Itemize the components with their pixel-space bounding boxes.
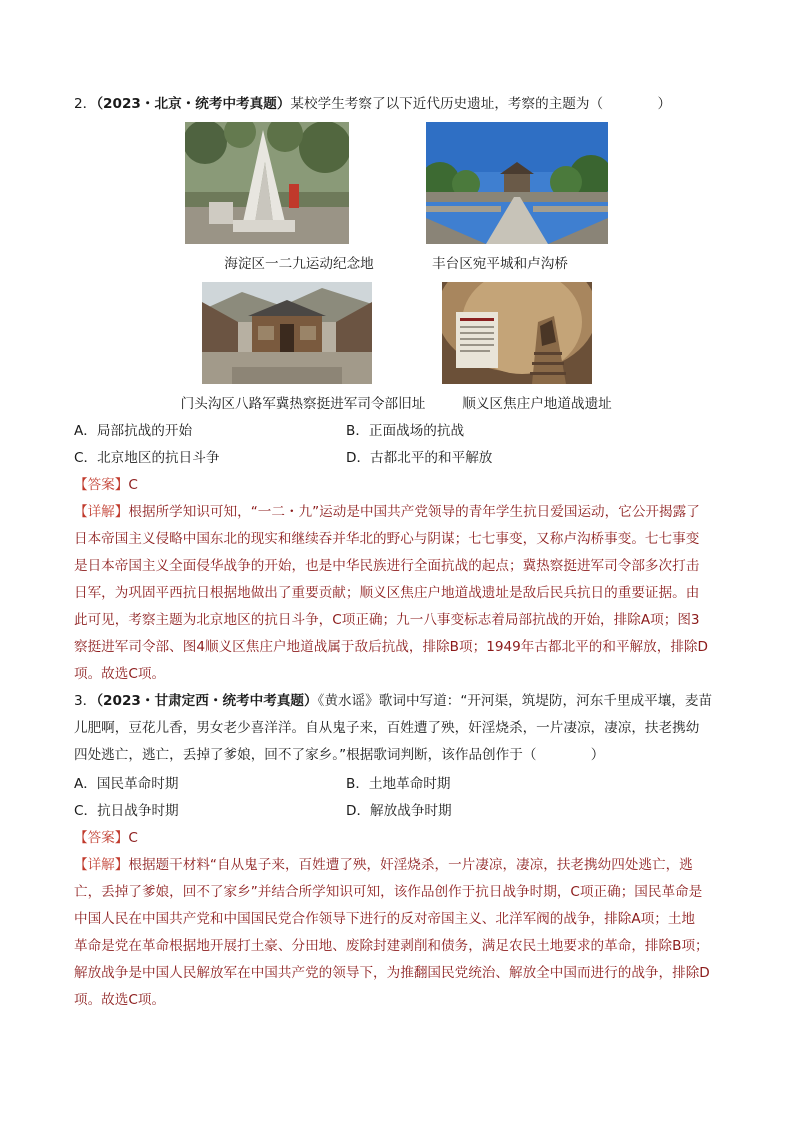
q2-option-c: C．北京地区的抗日斗争 [74, 450, 220, 466]
q3-detail-line: 解放战争是中国人民解放军在中国共产党的领导下，为推翻国民党统治、解放全中国而进行的战争，排除D [74, 965, 710, 981]
q2-option-d: D．古都北平的和平解放 [346, 450, 493, 466]
q2-detail-line: 察挺进军司令部、图4顺义区焦庄户地道战属于敌后抗战，排除B项；1949年古都北平的和平解放，排除D [74, 639, 708, 655]
photo-haidian-129-memorial [185, 122, 349, 244]
q2-detail-line: 此可见，考察主题为北京地区的抗日斗争，C项正确；九一八事变标志着局部抗战的开始，排除A项；图3 [74, 612, 700, 628]
q3-answer [74, 828, 138, 848]
q3-detail-line [74, 855, 693, 875]
q2-detail-text: 根据所学知识可知，“一二・九”运动是中国共产党领导的青年学生抗日爱国运动，它公开揭露了 [128, 504, 700, 520]
q2-detail-line: 项。故选C项。 [74, 666, 166, 682]
q2-stem-line [74, 94, 671, 114]
q3-detail-line: 革命是党在革命根据地开展打土豪、分田地、废除封建剥削和债务，满足农民土地要求的革命，排除B项； [74, 938, 709, 954]
q2-detail-line: 日军，为巩固平西抗日根据地做出了重要贡献；顺义区焦庄户地道战遗址是敌后民兵抗日的重要证据。由 [74, 585, 700, 601]
photo-mentougou-hq-site [202, 282, 372, 384]
q3-detail-line: 项。故选C项。 [74, 992, 166, 1008]
photo-fengtai-wanping-lugou [426, 122, 608, 244]
q3-detail-line: 亡，丢掉了爹娘，回不了家乡”并结合所学知识可知，该作品创作于抗日战争时期，C项正确；国民革命是 [74, 884, 703, 900]
q3-stem-line: 四处逃亡，逃亡，丢掉了爹娘，回不了家乡。”根据歌词判断，该作品创作于（ ） [74, 747, 605, 763]
q3-option-c: C．抗日战争时期 [74, 803, 179, 819]
q3-stem-line: 儿肥啊，豆花儿香，男女老少喜洋洋。自从鬼子来，百姓遭了殃，奸淫烧杀，一片凄凉，凄凉，扶老携幼 [74, 720, 700, 736]
q2-option-b: B．正面战场的抗战 [346, 423, 465, 439]
caption-1: 海淀区一二九运动纪念地 [224, 256, 374, 272]
q3-stem: 《黄水谣》歌词中写道：“开河渠，筑堤防，河东千里成平壤，麦苗 [317, 693, 713, 709]
q2-answer-value: C [128, 477, 138, 493]
q3-answer-tag: 【答案】 [74, 830, 129, 846]
q2-stem: 某校学生考察了以下近代历史遗址，考察的主题为（ ） [290, 96, 672, 112]
q3-stem-line [74, 691, 712, 711]
q3-detail-line: 中国人民在中国共产党和中国国民党合作领导下进行的反对帝国主义、北洋军阀的战争，排除A项；土地 [74, 911, 696, 927]
caption-2: 丰台区宛平城和卢沟桥 [432, 256, 568, 272]
q2-detail-line: 日本帝国主义侵略中国东北的现实和继续吞并华北的野心与阴谋；七七事变，又称卢沟桥事变。七七事变 [74, 531, 700, 547]
q3-detail-text: 根据题干材料“自从鬼子来，百姓遭了殃，奸淫烧杀，一片凄凉，凄凉，扶老携幼四处逃亡，逃 [128, 857, 693, 873]
q2-answer-tag: 【答案】 [74, 477, 129, 493]
q2-detail-line: 是日本帝国主义全面侵华战争的开始，也是中华民族进行全面抗战的起点；冀热察挺进军司令部多次打击 [74, 558, 700, 574]
q3-source: （2023・甘肃定西・统考中考真题） [96, 693, 318, 709]
q2-source: （2023・北京・统考中考真题） [96, 96, 291, 112]
q2-answer [74, 475, 138, 495]
q2-option-a: A．局部抗战的开始 [74, 423, 193, 439]
photo-shunyi-tunnel-site [442, 282, 592, 384]
q3-option-a: A．国民革命时期 [74, 776, 179, 792]
q3-option-b: B．土地革命时期 [346, 776, 451, 792]
q2-detail-line [74, 502, 700, 522]
q3-answer-value: C [128, 830, 138, 846]
caption-3: 门头沟区八路军冀热察挺进军司令部旧址 [180, 396, 426, 412]
q2-number: 2． [74, 96, 97, 112]
q3-number: 3． [74, 693, 97, 709]
caption-4: 顺义区焦庄户地道战遗址 [462, 396, 612, 412]
q2-detail-tag: 【详解】 [74, 504, 129, 520]
q3-detail-tag: 【详解】 [74, 857, 129, 873]
q3-option-d: D．解放战争时期 [346, 803, 452, 819]
